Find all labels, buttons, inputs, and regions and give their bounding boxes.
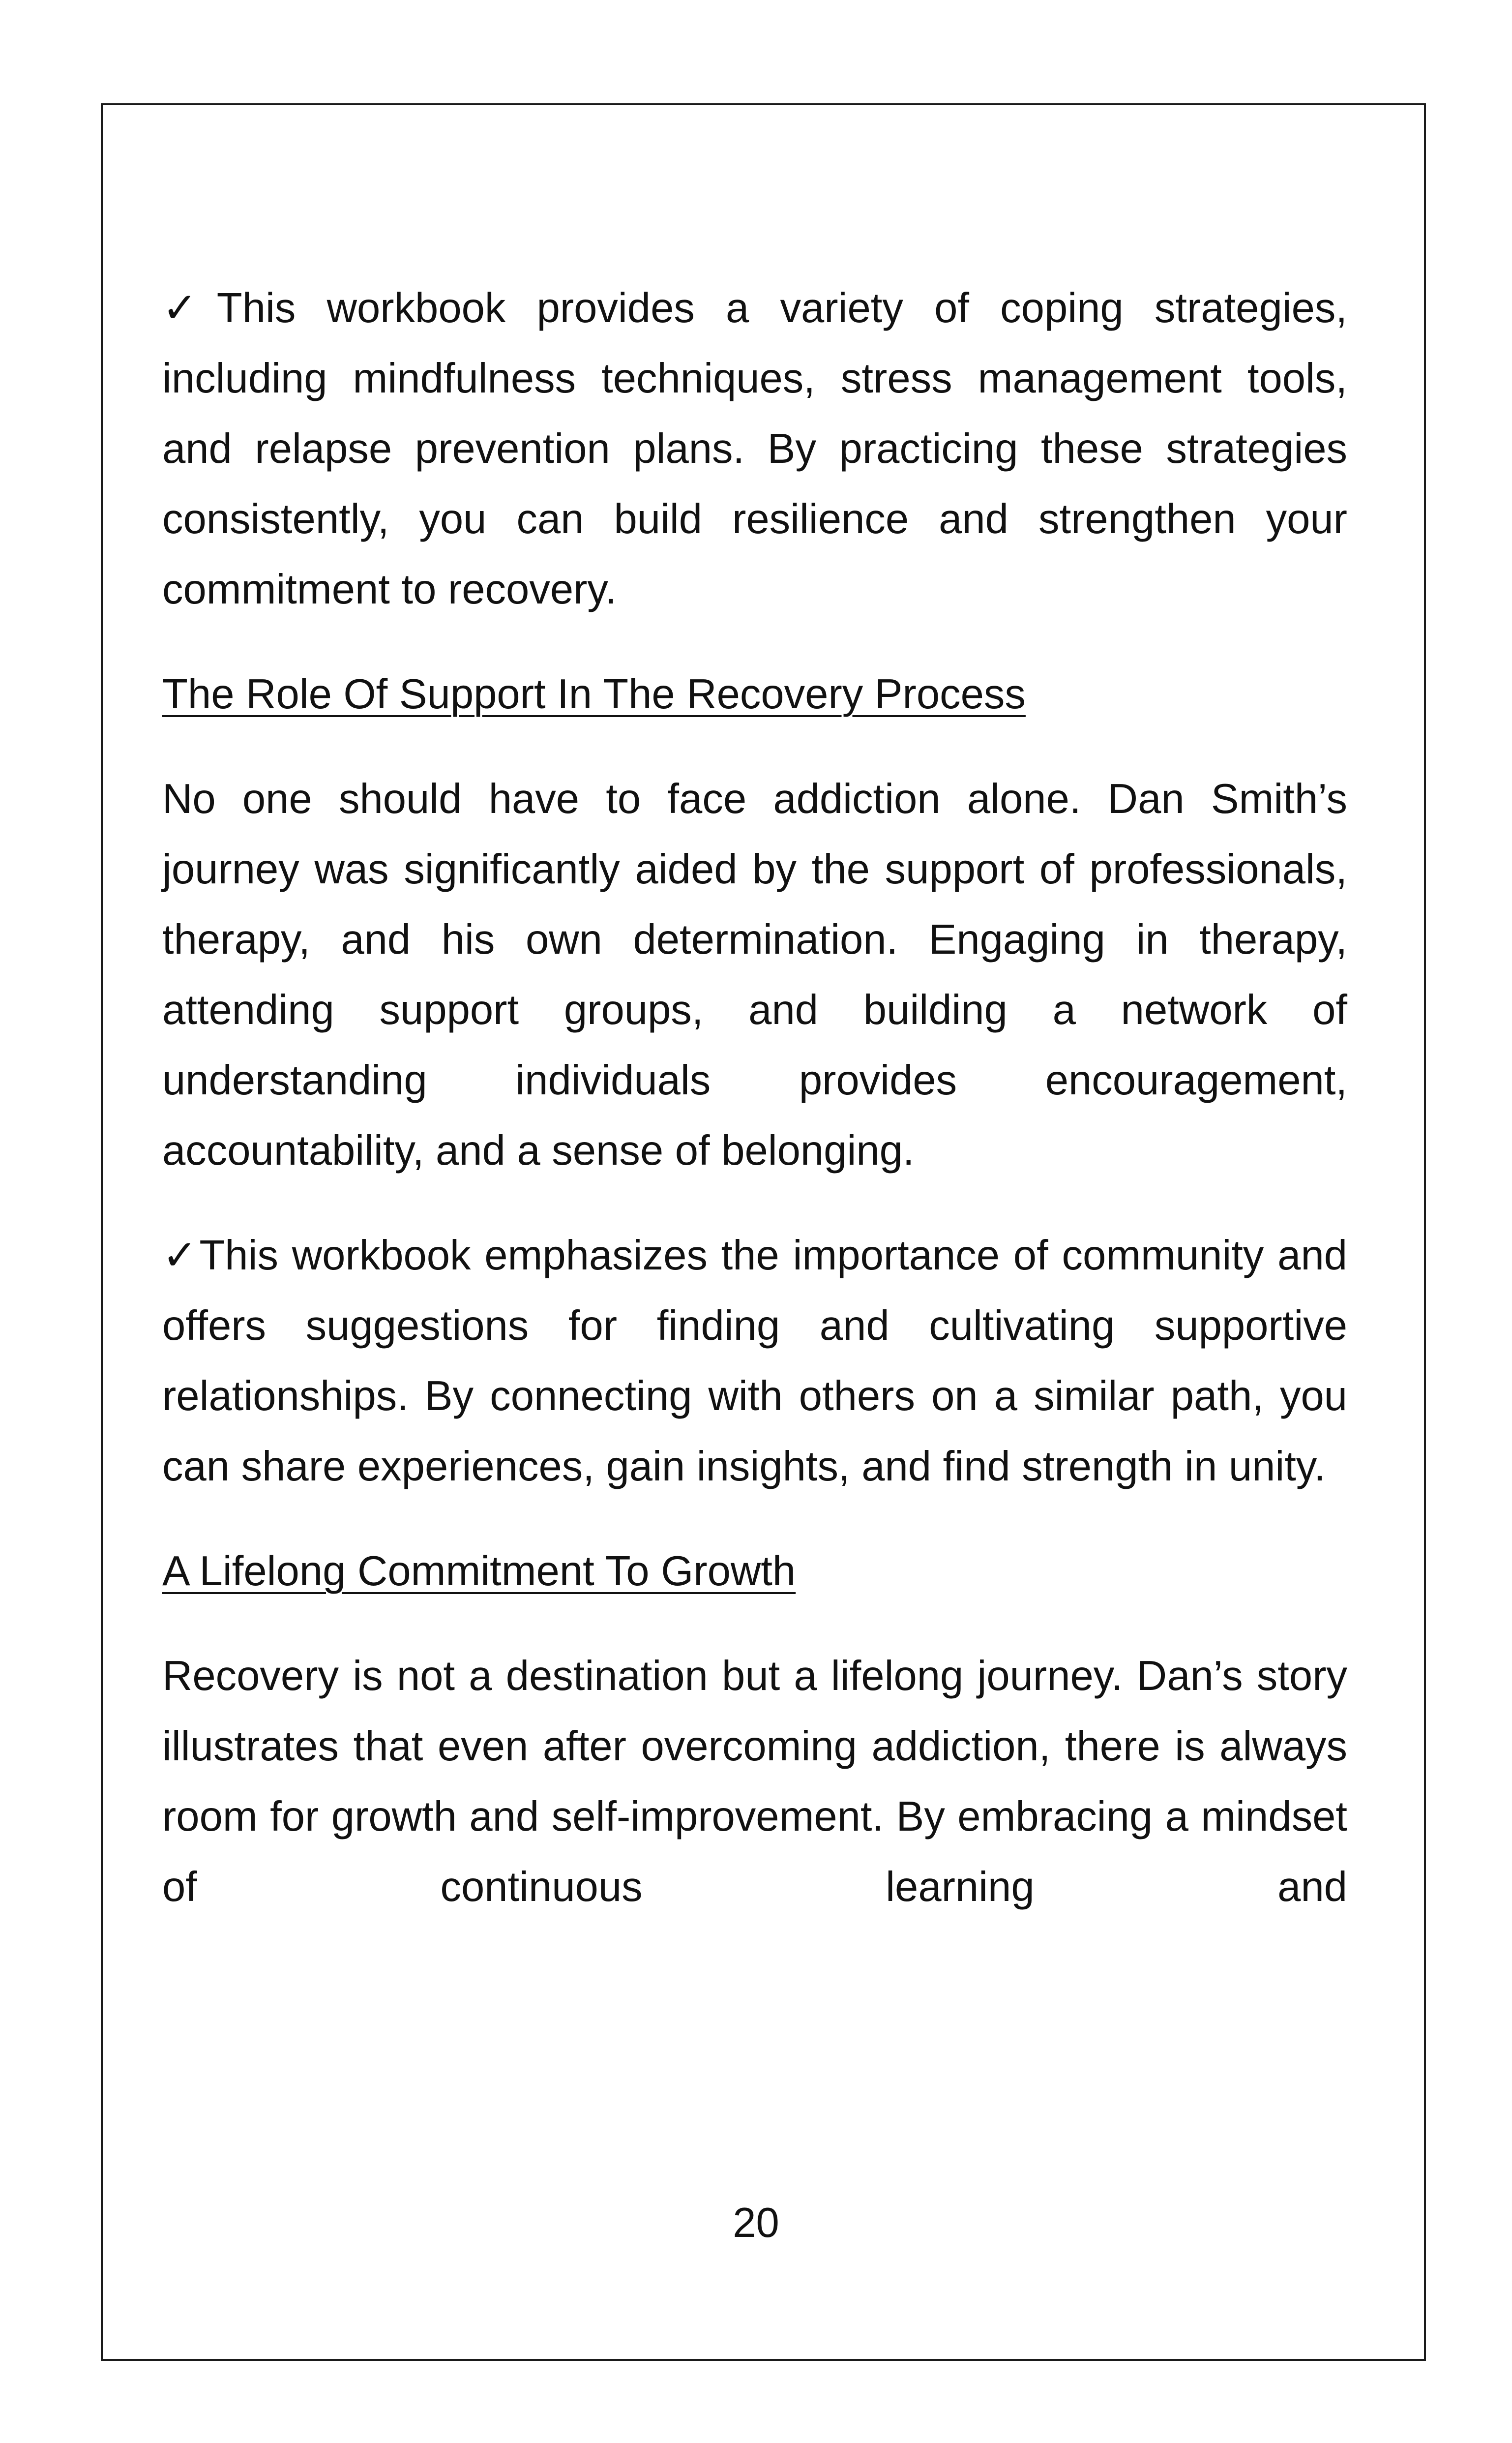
paragraph-recovery-journey: Recovery is not a destination but a lifelong journey. Dan’s story illustrates that even after overcoming addiction, there is always room for growth and self-improvement. By embracing a mindset of continuous learning and: [162, 1653, 1347, 1910]
paragraph-coping-strategies: ✓This workbook provides a variety of coping strategies, including mindfulness techniques, stress management tools, and relapse prevention plans. By practicing these strategies consistently, you can build resilience and strengthen your commitment to recovery.: [162, 285, 1347, 613]
page-number: 20: [733, 2200, 779, 2246]
heading-role-of-support: The Role Of Support In The Recovery Process: [162, 671, 1026, 718]
paragraph-no-one-alone: No one should have to face addiction alone. Dan Smith’s journey was significantly aided by the support of professionals, therapy, and his own determination. Engaging in therapy, attending support groups, and building a network of understanding individuals provides encouragement, accountability, and a sense of belonging.: [162, 776, 1347, 1174]
page-content: [162, 273, 1347, 1922]
heading-lifelong-commitment: A Lifelong Commitment To Growth: [162, 1548, 796, 1595]
paragraph-community: ✓This workbook emphasizes the importance of community and offers suggestions for finding and cultivating supportive relationships. By connecting with others on a similar path, you can share experiences, gain insights, and find strength in unity.: [162, 1232, 1347, 1490]
